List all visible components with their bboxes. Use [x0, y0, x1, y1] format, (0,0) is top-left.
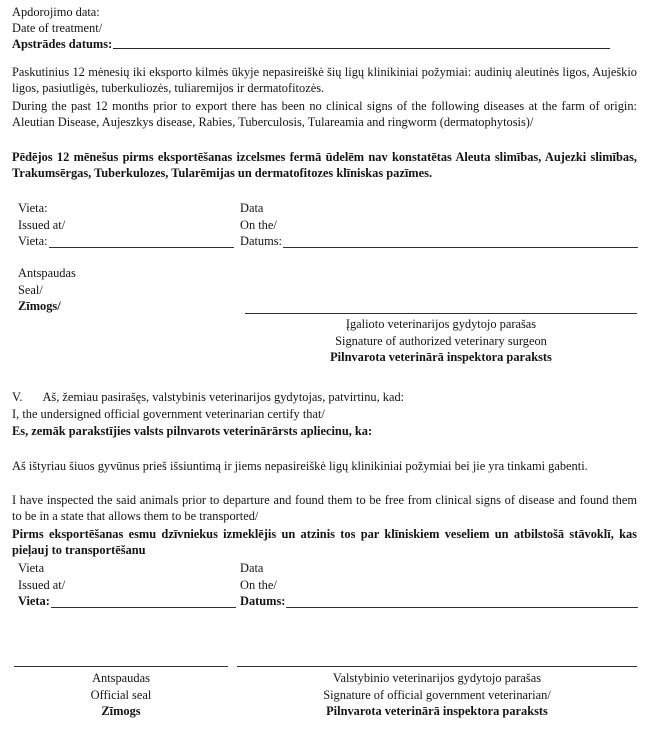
- disease-statement-en: During the past 12 months prior to export there has been no clinical signs of the following diseases at the farm of origin: Aleutian Disease, Aujeszkys disease, Rabies, Tuberculosis, Tulareamia and ringworm (dermatophytosis)/: [12, 99, 637, 130]
- place-input-rule-2[interactable]: [51, 607, 236, 608]
- seal-label-lv-1: Zīmogs/: [18, 299, 61, 314]
- treatment-date-field[interactable]: [12, 36, 638, 52]
- place-label-en-1: Issued at/: [18, 217, 66, 232]
- footer-signature-label-lv: Pilnvarota veterinārā inspektora paraksts: [326, 704, 548, 718]
- place-label-lt-2: Vieta: [18, 561, 45, 575]
- treatment-date-block: [12, 4, 638, 52]
- date-field-2[interactable]: [240, 593, 638, 610]
- date-label-en-2: On the/: [240, 577, 277, 592]
- footer-signature-block: [237, 666, 637, 720]
- signature-rule-1[interactable]: [245, 313, 637, 314]
- place-field-1[interactable]: [18, 233, 240, 250]
- date-input-rule-2[interactable]: [286, 607, 638, 608]
- place-label-en-2: Issued at/: [18, 577, 66, 592]
- footer-signature-rule[interactable]: [237, 666, 637, 667]
- date-column-1: [240, 200, 638, 250]
- seal-label-en-1: Seal/: [18, 282, 43, 297]
- inspection-statement-en: I have inspected the said animals prior to departure and found them to be free from clinical signs of disease and found them to be in a state that allows them to be transported/: [12, 493, 637, 524]
- treatment-date-input-rule[interactable]: [113, 48, 610, 49]
- date-field-1[interactable]: [240, 233, 638, 250]
- signature-caption-en-1: Signature of authorized veterinary surgeon: [335, 333, 547, 348]
- section-v-heading-lt: [12, 389, 637, 405]
- place-date-block-2: [18, 560, 638, 610]
- footer-seal-label-lt: Antspaudas: [92, 671, 150, 685]
- disease-statement-lt: Paskutinius 12 mėnesių iki eksporto kilmės ūkyje nepasireiškė šių ligų klinikiniai požymiai: audinių aleutinės ligos, Auješkio ligos, pasiutligės, tuberkuliozės, tuliaremijos ir dermatofitozės.: [12, 65, 637, 96]
- treatment-date-label-lv: Apstrādes datums:: [12, 37, 113, 52]
- date-label-lt-2: Data: [240, 561, 264, 575]
- place-label-lv-2: Vieta:: [18, 594, 50, 609]
- date-input-rule-1[interactable]: [283, 247, 638, 248]
- footer-seal-block: [14, 666, 228, 720]
- section-v-number: V.: [12, 390, 23, 404]
- inspection-statement-lv: Pirms eksportēšanas esmu dzīvniekus izmeklējis un atzinis tos par klīniskiem veseliem un atbilstošā stāvoklī, kas pieļauj to transportēšanu: [12, 527, 637, 558]
- place-label-lt-1: Vieta:: [18, 201, 48, 215]
- footer-seal-label-en: Official seal: [90, 687, 152, 702]
- inspection-statement-lt: Aš ištyriau šiuos gyvūnus prieš išsiuntimą ir jiems nepasireiškė ligų klinikiniai požymiai bei jie yra tinkami gabenti.: [12, 459, 588, 473]
- section-v-heading-lv: Es, zemāk parakstījies valsts pilnvarots veterinārārsts apliecinu, ka:: [12, 424, 373, 438]
- signature-block-1: [245, 313, 637, 366]
- place-column-2: [18, 560, 240, 610]
- treatment-date-label-en: Date of treatment/: [12, 21, 103, 36]
- signature-caption-lt-1: Įgalioto veterinarijos gydytojo parašas: [345, 317, 537, 331]
- date-label-en-1: On the/: [240, 217, 277, 232]
- place-label-lv-1: Vieta:: [18, 234, 48, 249]
- place-field-2[interactable]: [18, 593, 240, 610]
- date-label-lt-1: Data: [240, 201, 264, 215]
- place-column-1: [18, 200, 240, 250]
- footer-signature-label-en: Signature of official government veterinarian/: [323, 687, 551, 702]
- section-v-heading-en: I, the undersigned official government veterinarian certify that/: [12, 407, 325, 421]
- footer-signature-label-lt: Valstybinio veterinarijos gydytojo parašas: [332, 671, 542, 685]
- disease-statement-lv: Pēdējos 12 mēnešus pirms eksportēšanas izcelsmes fermā ūdelēm nav konstatētas Aleuta slimības, Aujezki slimības, Trakumsērgas, Tuberkulozes, Tularēmijas un dermatofitozes klīniskas pazīmes.: [12, 150, 637, 181]
- place-date-block-1: [18, 200, 638, 250]
- footer-seal-rule[interactable]: [14, 666, 228, 667]
- signature-caption-lv-1: Pilnvarota veterinārā inspektora paraksts: [330, 350, 552, 364]
- date-label-lv-1: Datums:: [240, 234, 282, 249]
- seal-label-lt-1: Antspaudas: [18, 266, 76, 280]
- footer-seal-label-lv: Zīmogs: [101, 704, 141, 718]
- date-label-lv-2: Datums:: [240, 594, 286, 609]
- section-v-text-lt: Aš, žemiau pasirašęs, valstybinis veterinarijos gydytojas, patvirtinu, kad:: [42, 390, 405, 404]
- date-column-2: [240, 560, 638, 610]
- footer-signature-area: [0, 666, 650, 720]
- place-input-rule-1[interactable]: [49, 247, 234, 248]
- seal-block-1: [18, 265, 218, 315]
- treatment-date-label-lt: Apdorojimo data:: [12, 5, 100, 19]
